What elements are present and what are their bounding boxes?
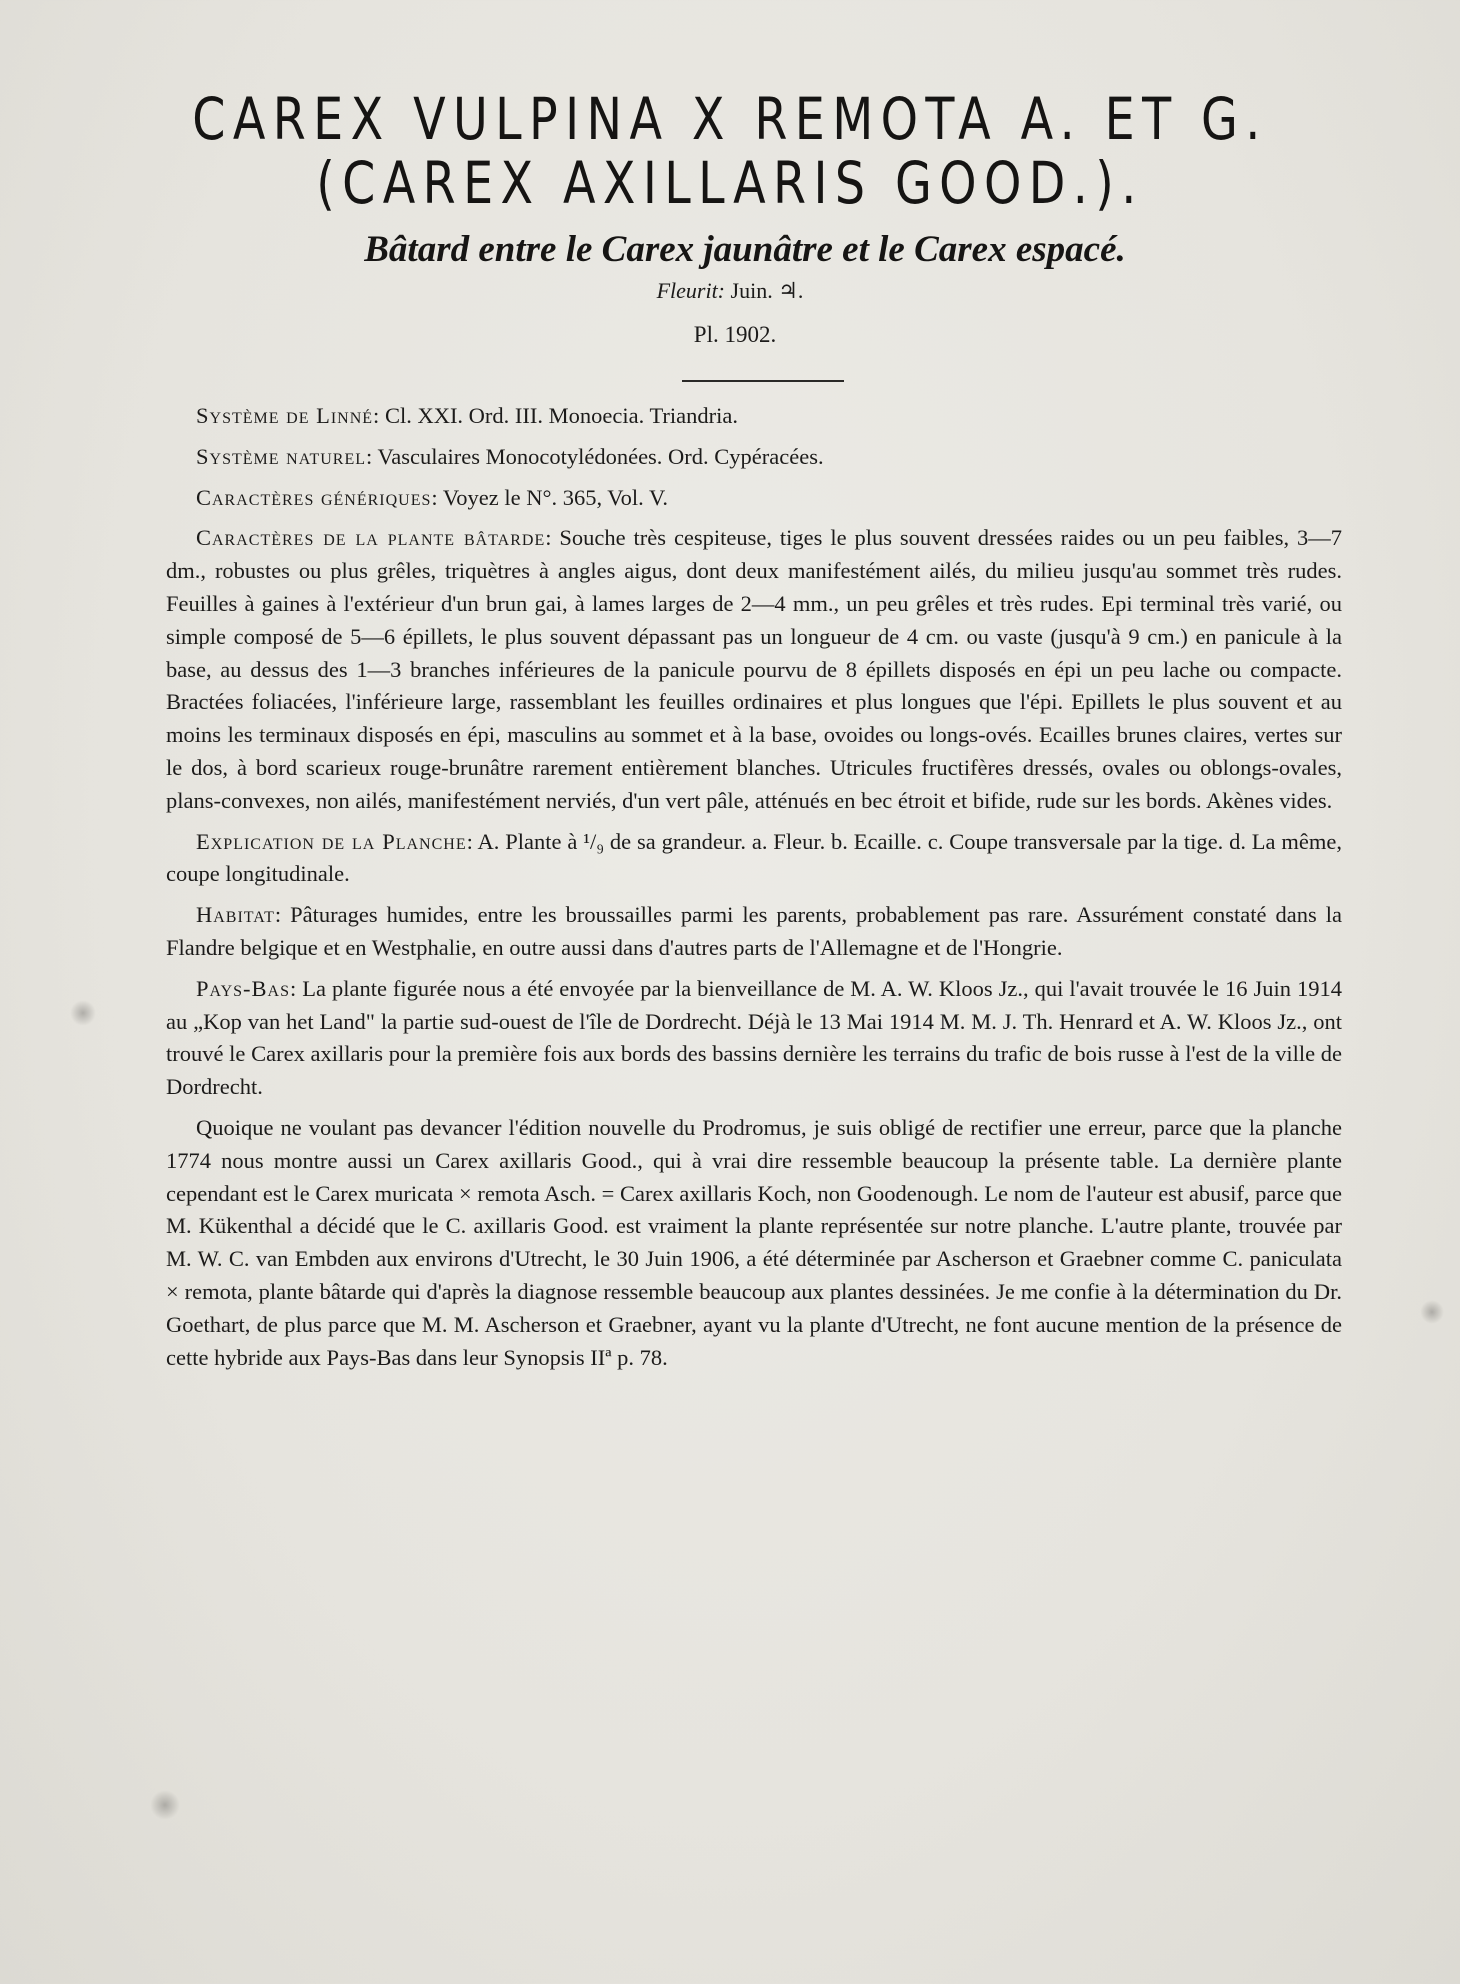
section-text: Souche très cespiteuse, tiges le plus souvent dressées raides ou un peu faibles, 3—7 dm., robustes ou plus grêles, triquètres à angles aigus, dont deux manifestément ailés, du milieu jusqu'au sommet très rudes. Feuilles à gaines à l'extérieur d'un brun gai, à lames larges de 2—4 mm., un peu grêles et très rudes. Epi terminal très varié, ou simple composé de 5—6 épillets, le plus souvent dépassant pas un longueur de 4 cm. ou vaste (jusqu'à 9 cm.) en panicule à la base, au dessus des 1—3 branches inférieures de la panicule pourvu de 8 épillets disposés en épi un peu lache ou compacte. Bractées foliacées, l'inférieure large, rassemblant les feuilles ordinaires et plus longues que l'épi. Epillets le plus souvent et au moins les terminaux disposés en épi, masculins au sommet et à la base, ovoides ou longs-ovés. Ecailles brunes claires, vertes sur le dos, à bord scarieux rouge-brunâtre rarement entièrement blanches. Utricules fructifères dressés, ovales ou oblongs-ovales, plans-convexes, non ailés, manifestément nerviés, d'un vert pâle, atténués en bec étroit et bifide, rude sur les bords. Akènes vides. xyxy=(166,525,1342,813)
paper-stain xyxy=(1420,1300,1444,1324)
section-sep: : xyxy=(366,443,373,469)
section-label: Habitat xyxy=(196,902,275,928)
section-note xyxy=(166,1112,1342,1374)
section-explication xyxy=(166,826,1342,892)
section-text: Cl. XXI. Ord. III. Monoecia. Triandria. xyxy=(379,403,739,428)
section-label: Caractères de la plante bâtarde xyxy=(196,525,546,551)
section-text: Vasculaires Monocotylédonées. Ord. Cypéracées. xyxy=(372,443,824,469)
section-text: A. Plante à ¹/₉ de sa grandeur. a. Fleur. b. Ecaille. c. Coupe transversale par la tige. d. La même, coupe longitudinale. xyxy=(166,828,1343,887)
section-sep: : xyxy=(290,975,297,1001)
section-text: La plante figurée nous a été envoyée par la bienveillance de M. A. W. Kloos Jz., qui l'avait trouvée le 16 Juin 1914 au „Kop van het Land" la partie sud-ouest de l'île de Dordrecht. Déjà le 13 Mai 1914 M. M. J. Th. Henrard et A. W. Kloos Jz., ont trouvé le Carex axillaris pour la première fois aux bords des bassins dernière les terrains du trafic de bois russe à l'est de la ville de Dordrecht. xyxy=(166,975,1342,1100)
paper-stain xyxy=(70,1000,96,1026)
section-sep: : xyxy=(373,403,380,428)
body-text xyxy=(166,400,1342,1382)
flowering-line xyxy=(0,278,1460,304)
section-naturel xyxy=(166,441,1342,474)
plate-number: Pl. 1902. xyxy=(693,322,777,347)
divider-rule xyxy=(682,380,844,382)
section-habitat xyxy=(166,899,1342,965)
section-pays-bas xyxy=(166,973,1342,1104)
section-sep: : xyxy=(431,484,438,510)
title-line-1: CAREX VULPINA X REMOTA A. ET G. xyxy=(192,85,1268,153)
section-sep: : xyxy=(466,828,473,854)
section-text: Quoique ne voulant pas devancer l'édition nouvelle du Prodromus, je suis obligé de rectifier une erreur, parce que la planche 1774 nous montre aussi un Carex axillaris Good., qui à vrai dire ressemble beaucoup la présente table. La dernière plante cependant est le Carex muricata × remota Asch. = Carex axillaris Koch, non Goodenough. Le nom de l'auteur est abusif, parce que M. Kükenthal a décidé que le C. axillaris Good. est vraiment la plante représentée sur notre planche. L'autre plante, trouvée par M. W. C. van Embden aux environs d'Utrecht, le 30 Juin 1906, a été déterminée par Ascherson et Graebner comme C. paniculata × remota, plante bâtarde qui d'après la diagnose ressemble beaucoup aux plantes dessinées. Je me confie à la détermination du Dr. Goethart, de plus parce que M. M. Ascherson et Graebner, ayant vu la plante d'Utrecht, ne font aucune mention de la présence de cette hybride aux Pays-Bas dans leur Synopsis IIª p. 78. xyxy=(166,1114,1342,1370)
section-plante-batarde xyxy=(166,522,1342,817)
section-label: Système naturel xyxy=(196,443,367,469)
section-sep: : xyxy=(274,902,282,928)
section-text: Pâturages humides, entre les broussailles parmi les parents, probablement pas rare. Assurément constaté dans la Flandre belgique et en Westphalie, en outre aussi dans d'autres parts de l'Allemagne et de l'Hongrie. xyxy=(166,902,1342,960)
title-line-2: (CAREX AXILLARIS GOOD.). xyxy=(316,149,1144,217)
section-label: Système de Linné xyxy=(196,403,374,428)
flowering-value: Juin. ♃. xyxy=(730,278,804,303)
section-label: Pays-Bas xyxy=(196,975,291,1001)
section-generiques xyxy=(166,482,1342,515)
subtitle: Bâtard entre le Carex jaunâtre et le Carex espacé. xyxy=(364,229,1126,270)
section-sep: : xyxy=(545,525,552,551)
paper-stain xyxy=(150,1790,180,1820)
section-text: Voyez le N°. 365, Vol. V. xyxy=(437,484,668,510)
section-label: Explication de la Planche xyxy=(196,828,467,854)
flowering-label: Fleurit: xyxy=(656,278,726,303)
section-linne xyxy=(166,400,1342,433)
section-label: Caractères génériques xyxy=(196,484,432,510)
